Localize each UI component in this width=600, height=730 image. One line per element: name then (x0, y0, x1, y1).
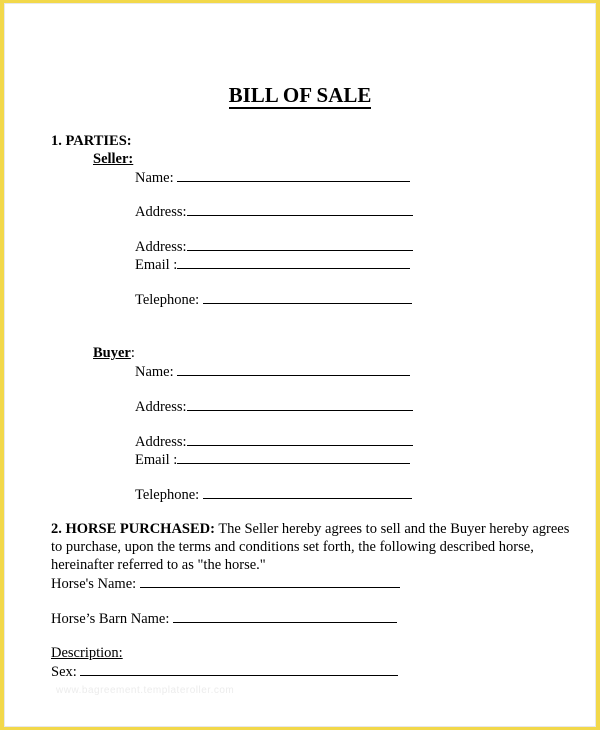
buyer-address1-row[interactable] (135, 398, 413, 416)
seller-telephone-field[interactable] (203, 291, 412, 304)
buyer-address1-label: Address: (135, 399, 187, 415)
barn-name-field[interactable] (173, 610, 397, 623)
seller-telephone-row[interactable] (135, 291, 412, 309)
seller-email-label: Email : (135, 257, 178, 273)
seller-address1-row[interactable] (135, 203, 413, 221)
buyer-address2-field[interactable] (187, 433, 413, 446)
horse-name-label: Horse's Name: (51, 576, 137, 592)
buyer-email-label: Email : (135, 452, 178, 468)
seller-name-row[interactable] (135, 169, 410, 187)
horse-name-field[interactable] (140, 575, 400, 588)
seller-telephone-label: Telephone: (135, 292, 200, 308)
buyer-telephone-label: Telephone: (135, 487, 200, 503)
seller-heading: Seller: (93, 151, 134, 167)
watermark: www.bagreement.templateroller.com (56, 685, 235, 696)
seller-email-row[interactable] (135, 256, 410, 274)
buyer-name-label: Name: (135, 364, 174, 380)
section-parties-heading: 1. PARTIES: (51, 133, 132, 149)
seller-name-label: Name: (135, 170, 174, 186)
buyer-heading: Buyer: (93, 345, 135, 361)
horse-name-row[interactable] (51, 575, 400, 593)
section-horse-heading: 2. HORSE PURCHASED: (51, 521, 215, 537)
seller-address2-row[interactable] (135, 238, 413, 256)
seller-email-field[interactable] (177, 256, 410, 269)
document-sheet (4, 3, 596, 727)
description-heading: Description: (51, 645, 123, 661)
barn-name-row[interactable] (51, 610, 397, 628)
buyer-email-field[interactable] (177, 451, 410, 464)
sex-label: Sex: (51, 664, 77, 680)
buyer-email-row[interactable] (135, 451, 410, 469)
document-title: BILL OF SALE (228, 83, 372, 107)
sex-row[interactable] (51, 663, 398, 681)
seller-address2-field[interactable] (187, 238, 413, 251)
seller-address1-field[interactable] (187, 203, 413, 216)
seller-address1-label: Address: (135, 204, 187, 220)
buyer-address2-row[interactable] (135, 433, 413, 451)
seller-address2-label: Address: (135, 239, 187, 255)
buyer-name-field[interactable] (177, 363, 410, 376)
buyer-telephone-row[interactable] (135, 486, 412, 504)
seller-name-field[interactable] (177, 169, 410, 182)
barn-name-label: Horse’s Barn Name: (51, 611, 170, 627)
buyer-address1-field[interactable] (187, 398, 413, 411)
buyer-address2-label: Address: (135, 434, 187, 450)
buyer-telephone-field[interactable] (203, 486, 412, 499)
section-horse-text: The Seller hereby agrees to sell and the Buyer hereby agrees to purchase, upon the terms and conditions set forth, the following described horse, hereinafter referred to as "the horse." (51, 521, 570, 573)
section-horse-purchased (51, 520, 571, 574)
buyer-name-row[interactable] (135, 363, 410, 381)
sex-field[interactable] (80, 663, 398, 676)
